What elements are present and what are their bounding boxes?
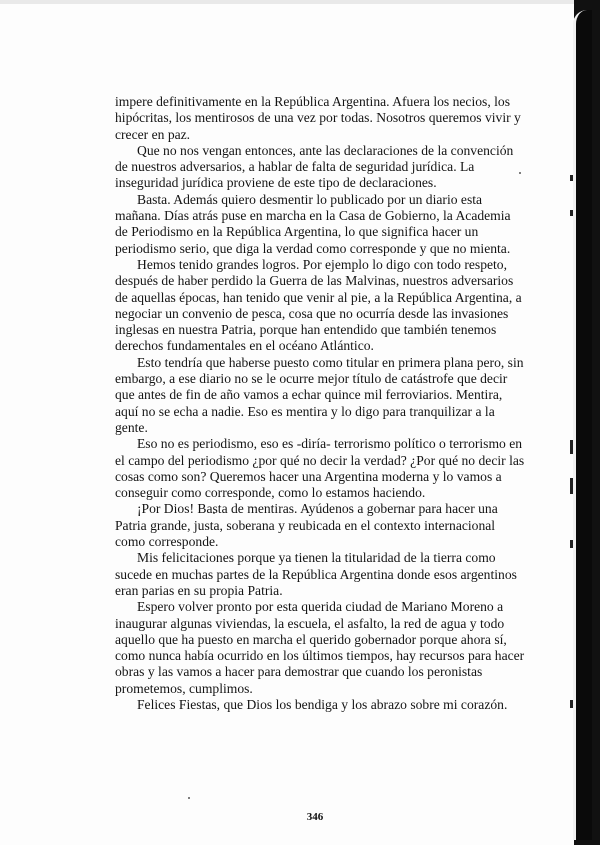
scan-speck <box>188 797 190 799</box>
paragraph: Que no nos vengan entonces, ante las declaraciones de la convención de nuestros adversarios, a hablar de falta de seguridad jurídica. La inseguridad jurídica proviene de este tipo de declaraciones. <box>115 142 514 191</box>
edge-mark <box>570 440 573 454</box>
paragraph: Esto tendría que haberse puesto como titular en primera plana pero, sin embargo, a ese diario no se le ocurre mejor título de catástrofe que decir que antes de fin de año vamos a echar quince mil ferroviarios. Mentira, aquí no se echa a nadie. Eso es mentira y lo digo para tranquilizar a la gente. <box>115 354 524 435</box>
paragraph: Basta. Además quiero desmentir lo publicado por un diario esta mañana. Días atrás puse en marcha en la Casa de Gobierno, la Academia de Periodismo en la República Argentina, lo que significa hacer un periodismo serio, que diga la verdad como corresponde y que no mienta. <box>115 191 511 256</box>
body-text <box>115 94 525 713</box>
paragraph: impere definitivamente en la República Argentina. Afuera los necios, los hipócritas, los mentirosos de una vez por todas. Nosotros queremos vivir y crecer en paz. <box>115 94 521 142</box>
paragraph: Espero volver pronto por esta querida ciudad de Mariano Moreno a inaugurar algunas viviendas, la escuela, el asfalto, la red de agua y todo aquello que ha puesto en marcha el querido gobernador porque ahora sí, como nunca había ocurrido en los últimos tiempos, hay recursos para hacer obras y las vamos a hacer para demostrar que cuando los peronistas prometemos, cumplimos. <box>115 599 525 696</box>
book-spine-edge <box>574 0 600 845</box>
binding-shadow <box>573 10 592 840</box>
paragraph: Hemos tenido grandes logros. Por ejemplo lo digo con todo respeto, después de haber perdido la Guerra de las Malvinas, nuestros adversarios de aquellas épocas, han tenido que venir al pie, a la República Argentina, a negociar un convenio de pesca, cosa que no ocurría desde las invasiones inglesas en nuestra Patria, porque han entendido que también tenemos derechos fundamentales en el océano Atlántico. <box>115 256 522 354</box>
edge-mark <box>570 175 573 181</box>
paragraph: Eso no es periodismo, eso es -diría- terrorismo político o terrorismo en el campo del periodismo ¿por qué no decir la verdad? ¿Por qué no decir las cosas como son? Queremos hacer una Argentina moderna y lo vamos a conseguir como corresponde, como lo estamos haciendo. <box>115 436 525 501</box>
edge-mark <box>570 700 573 708</box>
edge-mark <box>570 478 573 494</box>
paragraph: Felices Fiestas, que Dios los bendiga y los abrazo sobre mi corazón. <box>137 696 508 712</box>
edge-mark <box>570 540 573 548</box>
page-number: 346 <box>306 811 324 823</box>
edge-mark <box>570 210 573 216</box>
top-edge-shadow <box>0 0 574 4</box>
paragraph: ¡Por Dios! Basta de mentiras. Ayúdenos a gobernar para hacer una Patria grande, justa, soberana y reubicada en el contexto internacional como corresponde. <box>115 501 498 550</box>
paragraph: Mis felicitaciones porque ya tienen la titularidad de la tierra como sucede en muchas partes de la República Argentina donde esos argentinos eran parias en su propia Patria. <box>115 550 517 598</box>
